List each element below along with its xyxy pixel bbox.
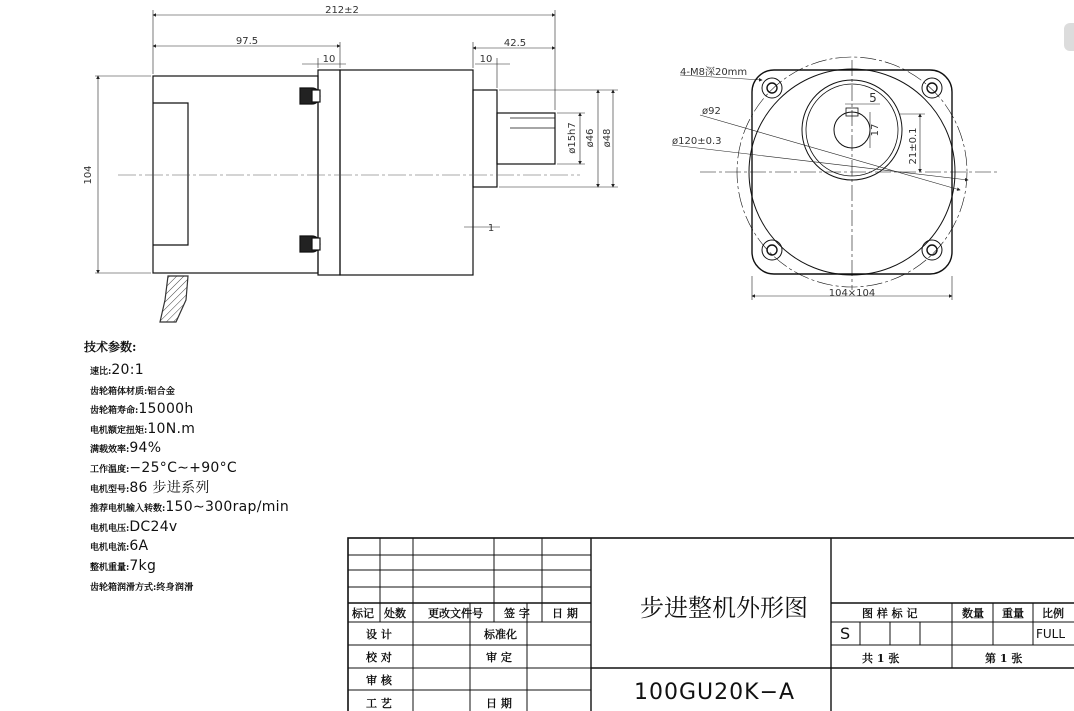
spec-value: 20:1 (111, 362, 144, 378)
tb-standard: 标准化 (484, 628, 517, 641)
tb-mark-s: S (840, 624, 851, 643)
svg-text:42.5: 42.5 (503, 38, 527, 49)
svg-text:10: 10 (479, 54, 493, 65)
tb-date: 日 期 (486, 697, 512, 710)
svg-text:21±0.1: 21±0.1 (908, 127, 919, 165)
spec-value: 终身润滑 (156, 582, 194, 593)
tb-total-sheets: 共 1 张 (862, 652, 900, 665)
bolt-hole-tl-icon (762, 78, 782, 98)
tb-count: 处数 (384, 607, 406, 620)
spec-row (84, 437, 344, 457)
spec-value: 铝合金 (147, 386, 176, 397)
svg-text:104×104: 104×104 (828, 288, 876, 299)
side-dimensions (95, 10, 618, 273)
tb-mark: 标记 (352, 607, 374, 620)
spec-label: 速比: (90, 367, 112, 377)
spec-label: 工作温度: (90, 464, 130, 475)
spec-label: 齿轮箱体材质: (90, 386, 148, 397)
svg-text:17: 17 (870, 123, 881, 137)
svg-text:ø15h7: ø15h7 (567, 122, 578, 154)
svg-text:212±2: 212±2 (325, 5, 359, 16)
tb-design: 设 计 (366, 628, 392, 641)
specs-title: 技术参数: (84, 340, 137, 354)
spec-value: 10N.m (147, 420, 196, 437)
spec-value: −25°C∼+90°C (129, 459, 237, 476)
spec-label: 整机重量: (90, 562, 130, 573)
tb-quantity: 数量 (962, 607, 984, 620)
spec-row (84, 398, 344, 418)
screw-top-icon (300, 88, 320, 104)
svg-text:97.5: 97.5 (235, 36, 259, 47)
spec-value: 15000h (138, 401, 194, 418)
spec-label: 电机电压: (90, 523, 130, 534)
svg-text:5: 5 (869, 91, 877, 105)
spec-label: 电机额定扭矩: (90, 425, 148, 436)
spec-label: 满载效率: (90, 445, 130, 456)
spec-row (84, 477, 344, 497)
svg-text:ø92: ø92 (702, 106, 721, 117)
svg-text:1: 1 (487, 223, 495, 234)
tb-pattern-mark: 图 样 标 记 (862, 607, 918, 620)
spec-value: 150∼300rap/min (165, 499, 290, 516)
spec-row (84, 555, 344, 575)
screw-bottom-icon (300, 236, 320, 252)
svg-text:ø46: ø46 (585, 128, 596, 148)
tb-sign: 签 字 (504, 607, 530, 620)
svg-text:4-M8深20mm: 4-M8深20mm (680, 67, 748, 78)
tech-specs (84, 338, 344, 594)
spec-row (84, 379, 344, 399)
tb-weight: 重量 (1002, 607, 1024, 620)
drawing-title: 步进整机外形图 (640, 594, 808, 622)
front-view (700, 57, 1000, 290)
tb-check: 校 对 (366, 651, 392, 664)
spec-value: 6A (129, 538, 149, 555)
tb-change: 更改文件号 (428, 607, 483, 620)
side-dimension-labels (83, 5, 613, 234)
spec-value: DC24v (129, 518, 178, 535)
tb-process: 工 艺 (366, 697, 392, 710)
spec-label: 齿轮箱润滑方式: (90, 582, 157, 593)
tb-audit: 审 核 (366, 674, 392, 687)
bolt-hole-tr-icon (922, 78, 942, 98)
tb-scale-value: FULL (1036, 627, 1066, 641)
tb-review: 审 定 (486, 651, 512, 664)
scroll-tab-icon[interactable] (1064, 23, 1074, 51)
front-dimension-labels (672, 66, 919, 299)
tb-sheet-no: 第 1 张 (985, 652, 1023, 665)
spec-value: 94% (129, 440, 162, 457)
svg-text:104: 104 (83, 165, 94, 185)
bolt-hole-br-icon (922, 240, 942, 260)
spec-row (84, 359, 344, 379)
spec-label: 电机电流: (90, 543, 130, 554)
spec-row (84, 418, 344, 438)
spec-value: 7kg (129, 557, 157, 574)
spec-row (84, 496, 344, 516)
bolt-hole-bl-icon (762, 240, 782, 260)
tb-scale: 比例 (1042, 607, 1064, 620)
svg-text:10: 10 (322, 54, 336, 65)
model-number: 100GU20K−A (634, 680, 796, 705)
spec-label: 齿轮箱寿命: (90, 406, 139, 417)
spec-row (84, 535, 344, 555)
tb-date-head: 日 期 (552, 607, 578, 620)
side-view (118, 70, 580, 322)
spec-row (84, 457, 344, 477)
spec-row (84, 516, 344, 536)
spec-label: 推荐电机输入转数: (90, 504, 166, 515)
spec-value: 86 步进系列 (129, 479, 210, 496)
spec-list (84, 359, 344, 594)
spec-row (84, 575, 344, 595)
svg-text:ø120±0.3: ø120±0.3 (672, 136, 722, 147)
spec-label: 电机型号: (90, 484, 130, 495)
svg-text:ø48: ø48 (602, 128, 613, 148)
